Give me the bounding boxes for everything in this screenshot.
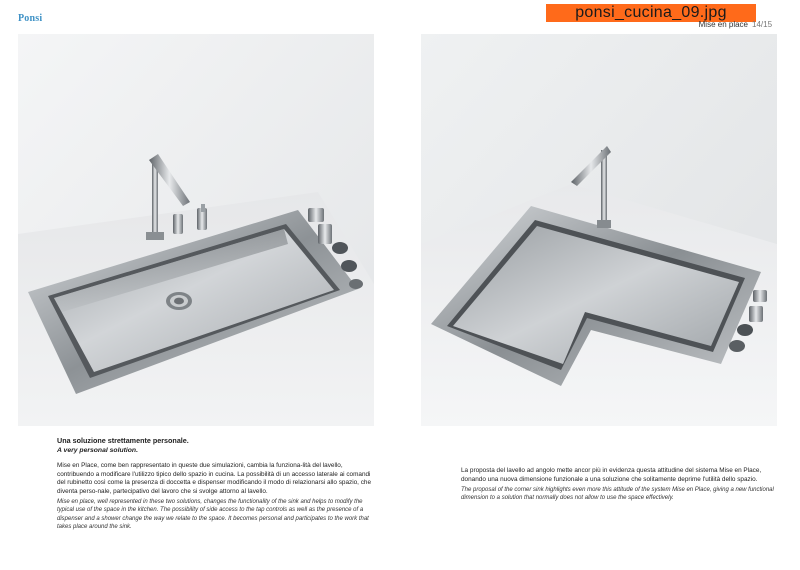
text-column-right (461, 467, 779, 502)
body-english-right: The proposal of the corner sink highlights even more this attitude of the system Mise en Place, giving a new functional dimension to a solution that normally does not allow to use the space effectively. (461, 487, 774, 502)
brand-logo: Ponsi (18, 13, 43, 24)
file-name-label: ponsi_cucina_09.jpg (546, 4, 756, 22)
text-column-left (57, 436, 377, 531)
body-italian-right: La proposta del lavello ad angolo mette ancor più in evidenza questa attitudine del sistema Mise en Place, donando una nuova dimensione funzionale a una soluzione che solitamente deprime l'utilità dello spazio. (461, 467, 762, 483)
sink-photo-right (421, 34, 777, 426)
heading-italian: Una soluzione strettamente personale. (57, 436, 189, 445)
heading-english: A very personal solution. (57, 447, 138, 454)
section-title: Mise en place (698, 20, 748, 29)
body-english-left: Mise en place, well represented in these two solutions, changes the functionality of the sink and helps to modify the typical use of the space in the kitchen. The possibility of side access to the tap controls as well as the presence of a dispenser and a shower change the way we relate to the space. It becomes personal and participates to the work that takes place around the sink. (57, 499, 369, 530)
body-italian-left: Mise en Place, come ben rappresentato in queste due simulazioni, cambia la funziona-lità del lavello, contribuendo a modificare l'utilizzo tipico dello spazio in cucina. La possibilità di un accesso laterale ai comandi del rubinetto così come la presenza di doccetta e dispenser modificando il modo di relazionarsi allo spazio, che diventa perso-nale, partecipativo del lavoro che si svolge attorno al lavello. (57, 462, 372, 495)
page-number: 14/15 (752, 20, 773, 29)
sink-photo-left (18, 34, 374, 426)
